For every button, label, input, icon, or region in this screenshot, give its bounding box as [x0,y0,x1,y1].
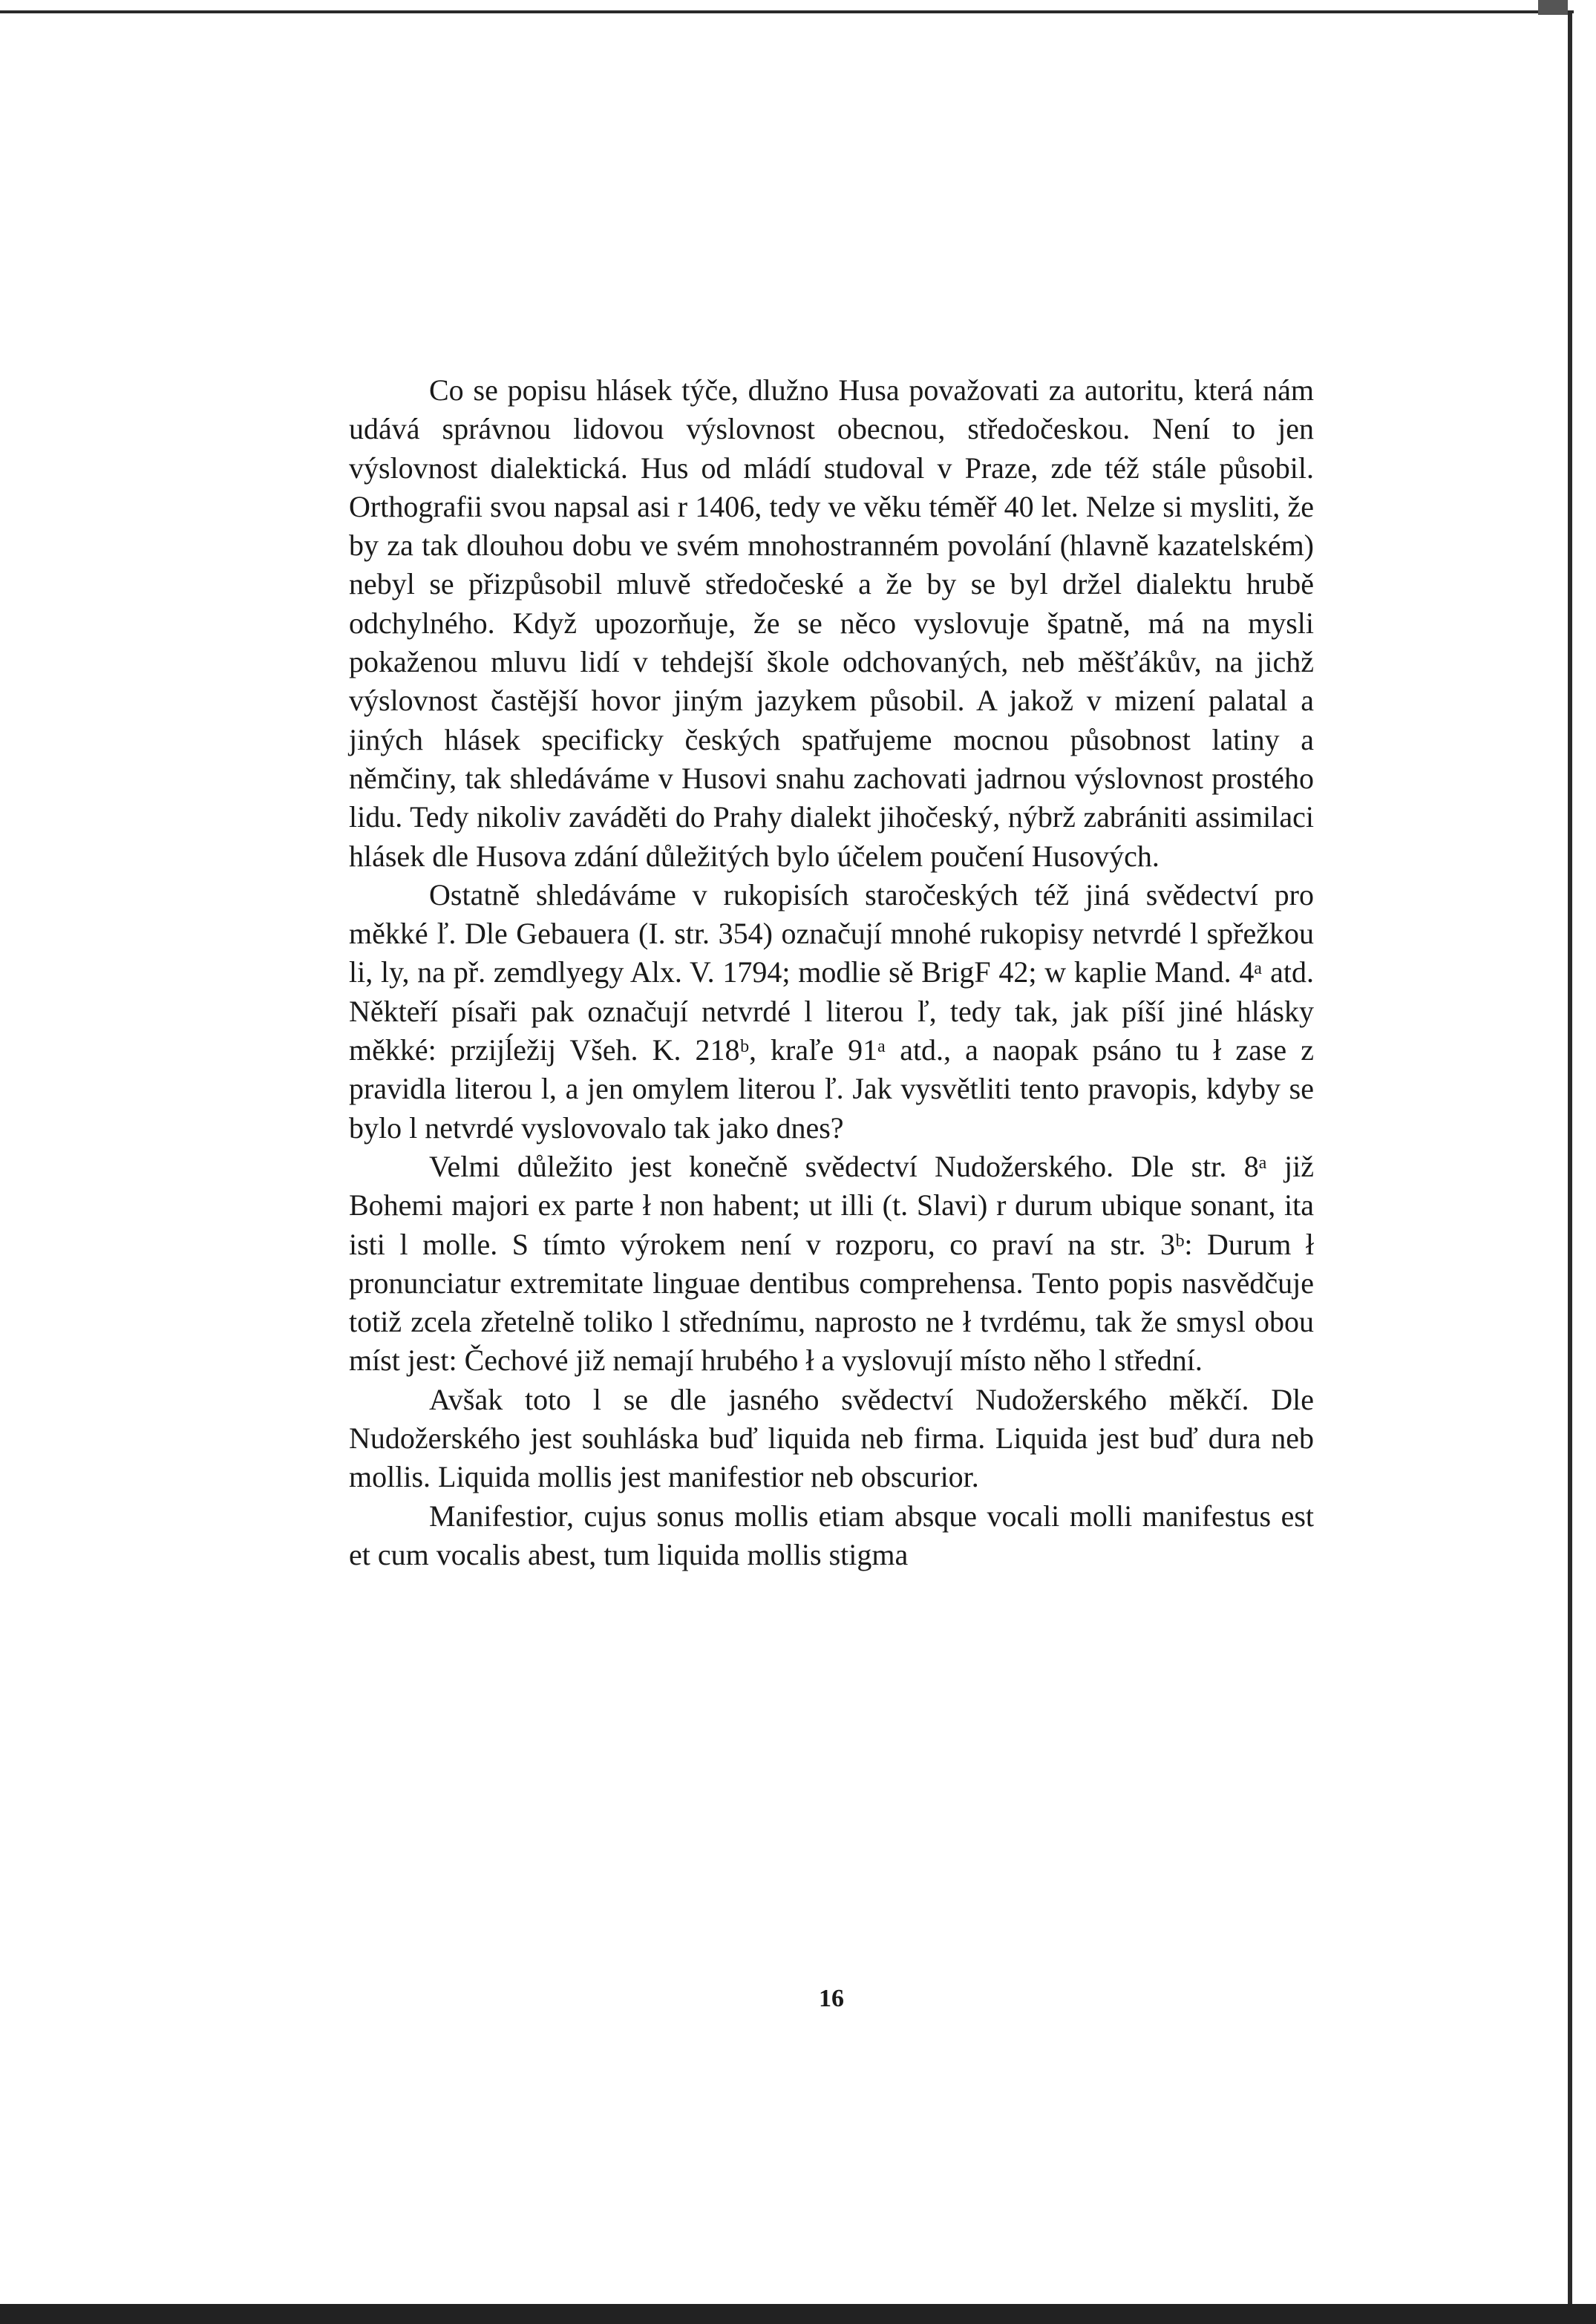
paragraph-hus-authority: Co se popisu hlásek týče, dlužno Husa považovati za autoritu, která nám udává správnou lidovou výslovnost obecnou, středočeskou. Není to jen výslovnost dialektická. Hus od mládí studoval v Praze, zde též stále působil. Orthografii svou napsal asi r 1406, tedy ve věku téměř 40 let. Nelze si mysliti, že by za tak dlouhou dobu ve svém mnohostranném povolání (hlavně kazatelském) nebyl se přizpůsobil mluvě středočeské a že by se byl držel dialektu hrubě odchylného. Když upozorňuje, že se něco vyslovuje špatně, má na mysli pokaženou mluvu lidí v tehdejší škole odchovaných, neb měšťákův, na jichž výslovnost častější hovor jiným jazykem působil. A jakož v mizení palatal a jiných hlásek specificky českých spatřujeme mocnou působnost latiny a němčiny, tak shledáváme v Husovi snahu zachovati jadrnou výslovnost prostého lidu. Tedy nikoliv zaváděti do Prahy dialekt jihočeský, nýbrž zabrániti assimilaci hlásek dle Husova zdání důležitých bylo účelem poučení Husových. [349,373,1314,873]
paragraph-manifestior: Manifestior, cujus sonus mollis etiam absque vocali molli manifestus est et cum vocalis abest, tum liquida mollis stigma [349,1499,1314,1571]
scan-corner-mark [1538,0,1568,15]
paragraph-nudozersky-testimony: Velmi důležito jest konečně svědectví Nudožerského. Dle str. 8ᵃ již Bohemi majori ex parte ł non habent; ut illi (t. Slavi) r durum ubique sonant, ita isti l molle. S tímto výrokem není v rozporu, co praví na str. 3ᵇ: Durum ł pronunciatur extremitate linguae dentibus comprehensa. Tento popis nasvědčuje totiž zcela zřetelně toliko l střednímu, naprosto ne ł tvrdému, tak že smysl obou míst jest: Čechové již nemají hrubého ł a vyslovují místo něho l střední. [349,1149,1314,1378]
paragraph-manuscript-evidence: Ostatně shledáváme v rukopisích staročeských též jiná svědectví pro měkké ľ. Dle Gebauera (I. str. 354) označují mnohé rukopisy netvrdé l spřežkou li, ly, na př. zemdlyegy Alx. V. 1794; modlie sě BrigF 42; w kaplie Mand. 4ᵃ atd. Někteří písaři pak označují netvrdé l literou ľ, tedy tak, jak píší jiné hlásky měkké: przijĺežij Všeh. K. 218ᵇ, kraľe 91ᵃ atd., a naopak psáno tu ł zase z pravidla literou l, a jen omylem literou ľ. Jak vysvětliti tento pravopis, kdyby se bylo l netvrdé vyslovovalo tak jako dnes? [349,877,1314,1145]
paragraph-liquida: Avšak toto l se dle jasného svědectví Nudožerského měkčí. Dle Nudožerského jest souhláska buď liquida neb firma. Liquida jest buď dura neb mollis. Liquida mollis jest manifestior neb obscurior. [349,1382,1314,1494]
page-number: 16 [819,1985,844,2012]
scan-border-right [1568,10,1572,2304]
scan-border-bottom [0,2304,1596,2324]
scan-border-top [0,10,1574,13]
page-body [349,371,1314,1574]
scan-margin-right [1575,0,1596,2324]
